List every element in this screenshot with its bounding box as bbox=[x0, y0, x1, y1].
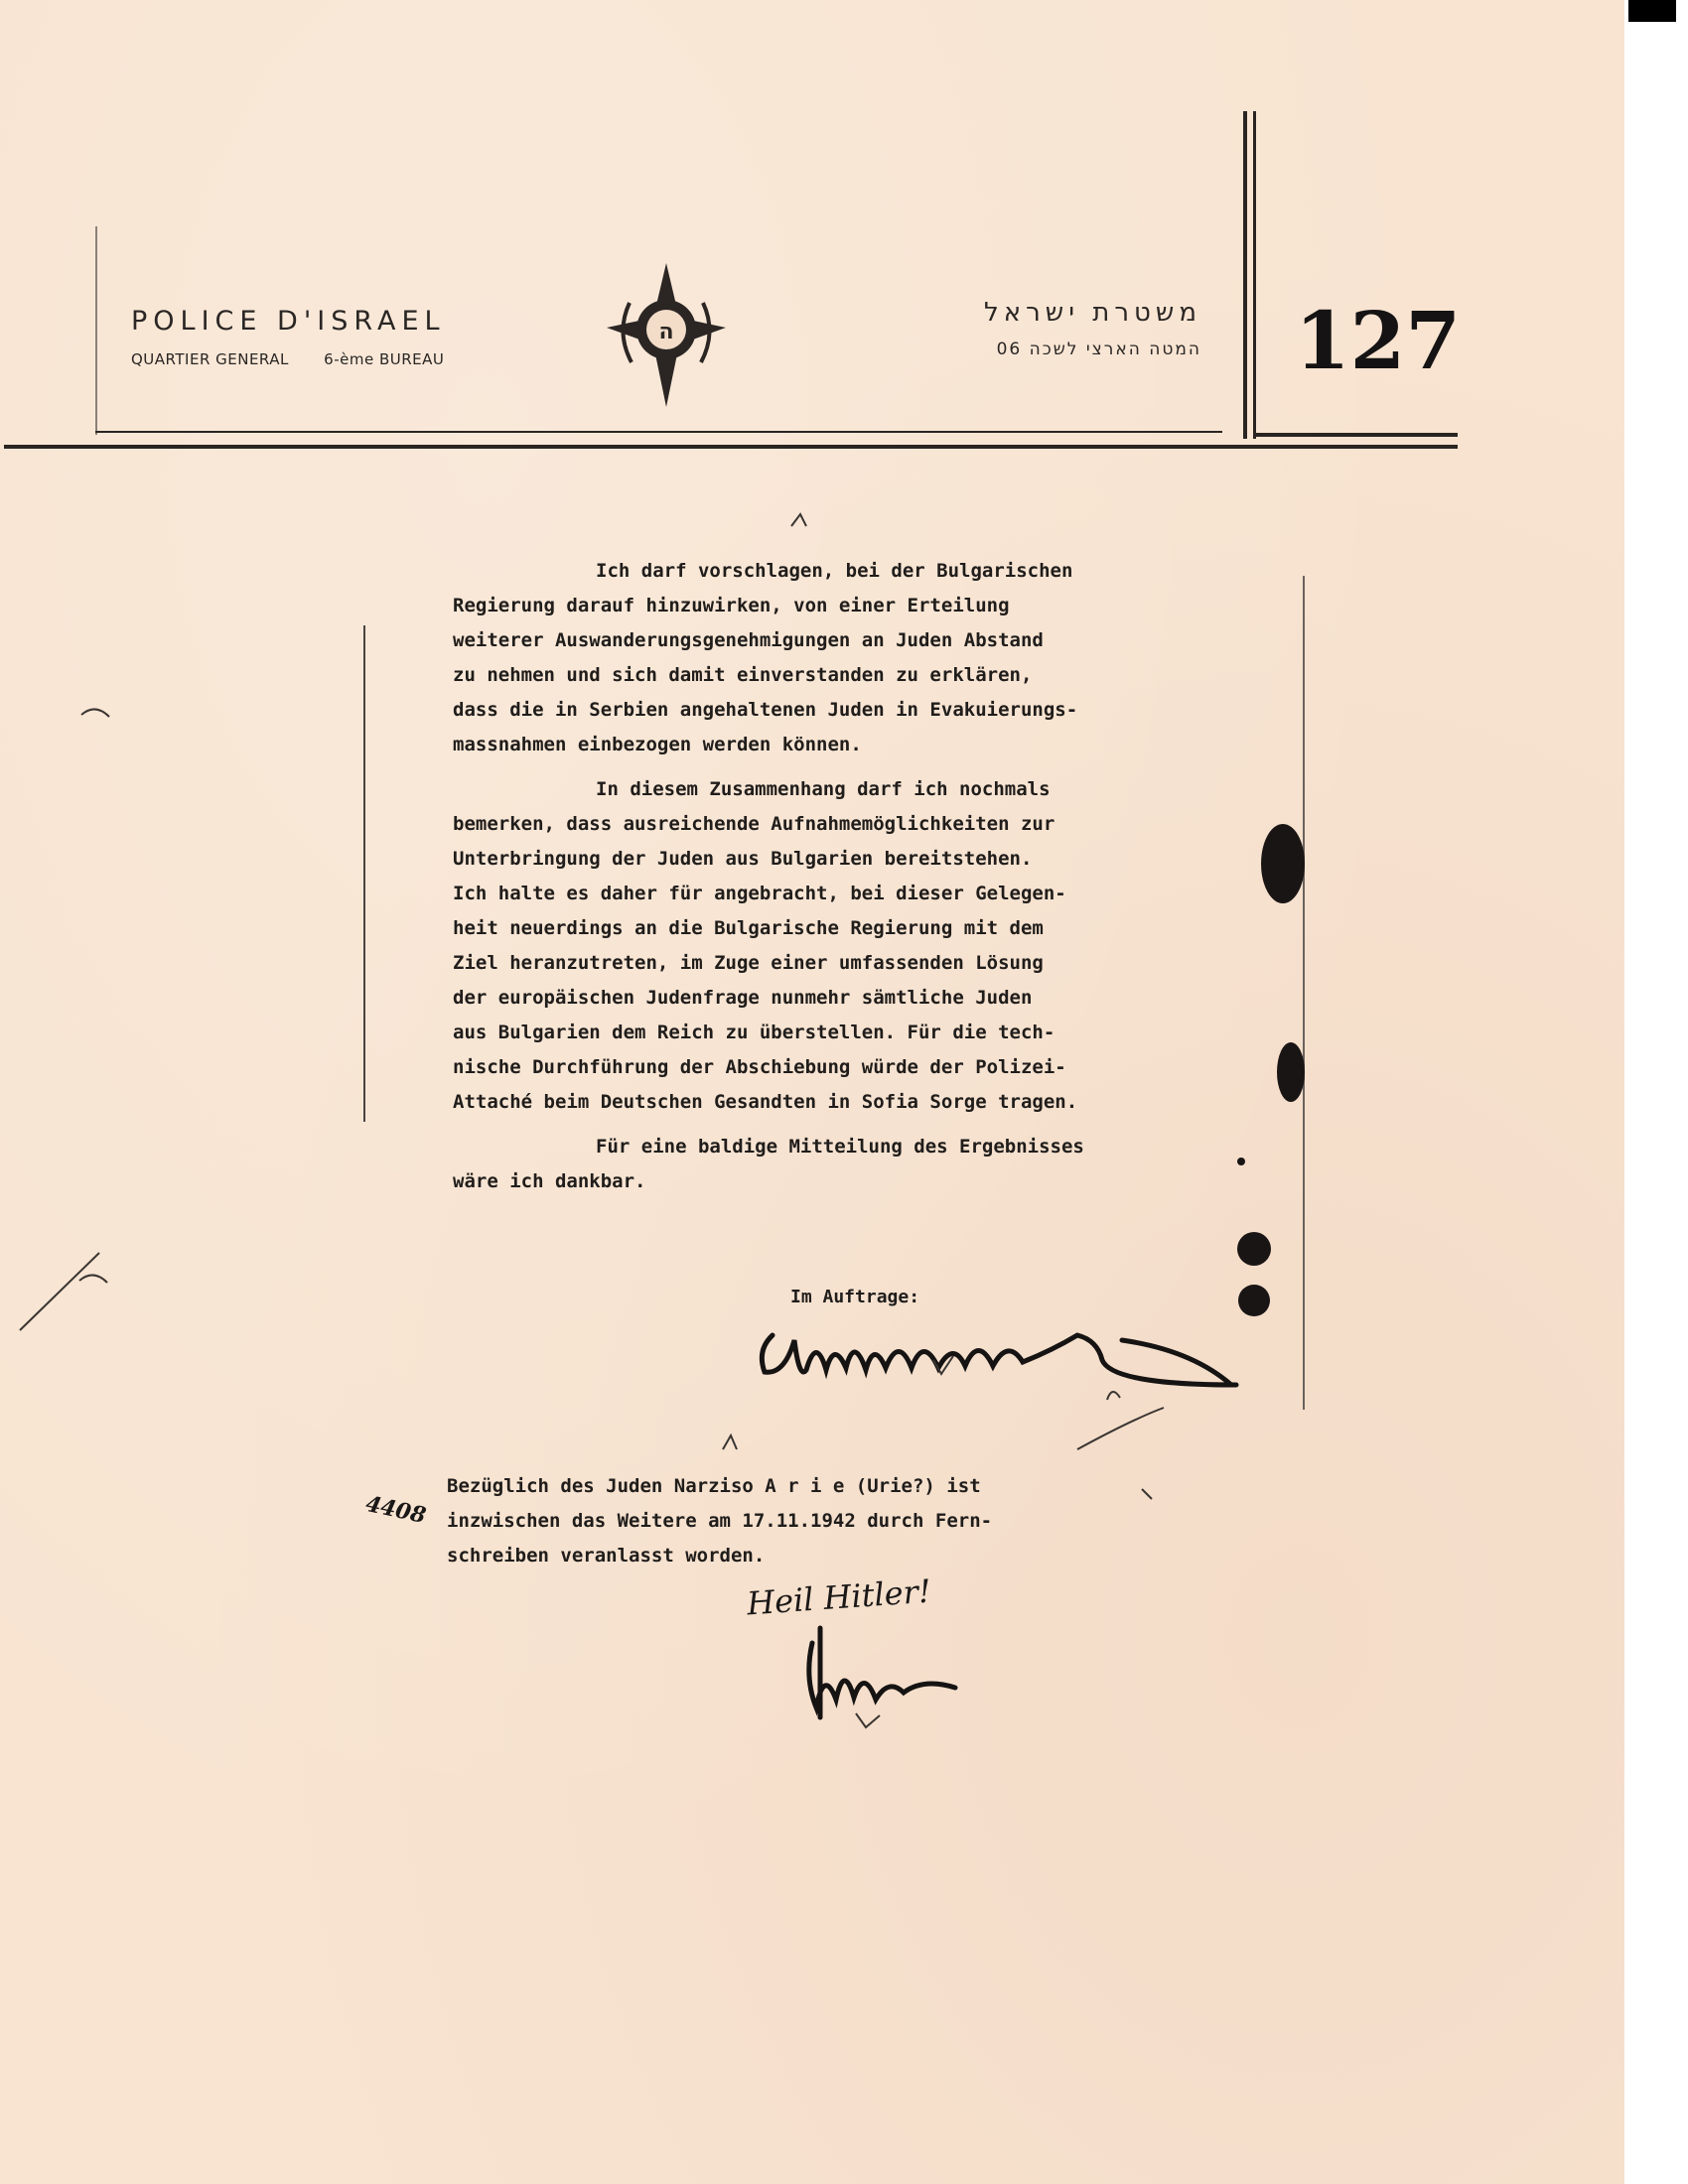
text-line: bemerken, dass ausreichende Aufnahmemöglichkeiten zur bbox=[453, 813, 1055, 835]
page-number: 127 bbox=[1295, 294, 1461, 387]
text-line: Attaché beim Deutschen Gesandten in Sofia Sorge tragen. bbox=[453, 1091, 1078, 1113]
org-subtitle-hebrew: המטה הארצי לשכה 06 bbox=[996, 340, 1201, 359]
signature-main bbox=[762, 1335, 1236, 1385]
org-name-hebrew: משטרת ישראל bbox=[983, 298, 1201, 328]
text-line: nische Durchführung der Abschiebung würde der Polizei- bbox=[453, 1056, 1066, 1078]
handwritten-margin-mark: 4408 bbox=[362, 1490, 429, 1530]
org-bureau-label: 6-ème BUREAU bbox=[324, 350, 445, 368]
text-line: In diesem Zusammenhang darf ich nochmals bbox=[596, 778, 1051, 800]
svg-text:ה: ה bbox=[658, 320, 674, 344]
text-line: massnahmen einbezogen werden können. bbox=[453, 734, 862, 755]
closing-im-auftrage: Im Auftrage: bbox=[790, 1287, 920, 1307]
text-line: wäre ich dankbar. bbox=[453, 1170, 646, 1192]
org-name-french: POLICE D'ISRAEL bbox=[131, 306, 446, 337]
org-hq-label: QUARTIER GENERAL bbox=[131, 350, 289, 368]
text-line: Für eine baldige Mitteilung des Ergebnisses bbox=[596, 1136, 1084, 1158]
text-line: weiterer Auswanderungsgenehmigungen an Juden Abstand bbox=[453, 629, 1044, 651]
text-line: Ziel heranzutreten, im Zuge einer umfassenden Lösung bbox=[453, 952, 1044, 974]
text-line: zu nehmen und sich damit einverstanden zu erklären, bbox=[453, 664, 1033, 686]
text-line: dass die in Serbien angehaltenen Juden in Evakuierungs- bbox=[453, 699, 1078, 721]
note-line: Bezüglich des Juden Narziso A r i e (Urie?) ist bbox=[447, 1475, 981, 1497]
text-line: Regierung darauf hinzuwirken, von einer Erteilung bbox=[453, 595, 1010, 616]
handwritten-greeting: Heil Hitler! bbox=[745, 1571, 932, 1623]
text-line: aus Bulgarien dem Reich zu überstellen. Für die tech- bbox=[453, 1022, 1055, 1043]
text-line: der europäischen Judenfrage nunmehr sämtliche Juden bbox=[453, 987, 1033, 1009]
text-line: Unterbringung der Juden aus Bulgarien bereitstehen. bbox=[453, 848, 1033, 870]
signature-second bbox=[809, 1628, 955, 1717]
text-line: Ich halte es daher für angebracht, bei dieser Gelegen- bbox=[453, 883, 1066, 904]
text-line: Ich darf vorschlagen, bei der Bulgarischen bbox=[596, 560, 1073, 582]
pencil-marks bbox=[20, 514, 1164, 1727]
ink-blotches bbox=[1237, 824, 1305, 1316]
text-line: heit neuerdings an die Bulgarische Regierung mit dem bbox=[453, 917, 1044, 939]
note-line: inzwischen das Weitere am 17.11.1942 durch Fern- bbox=[447, 1510, 993, 1532]
note-line: schreiben veranlasst worden. bbox=[447, 1545, 766, 1567]
